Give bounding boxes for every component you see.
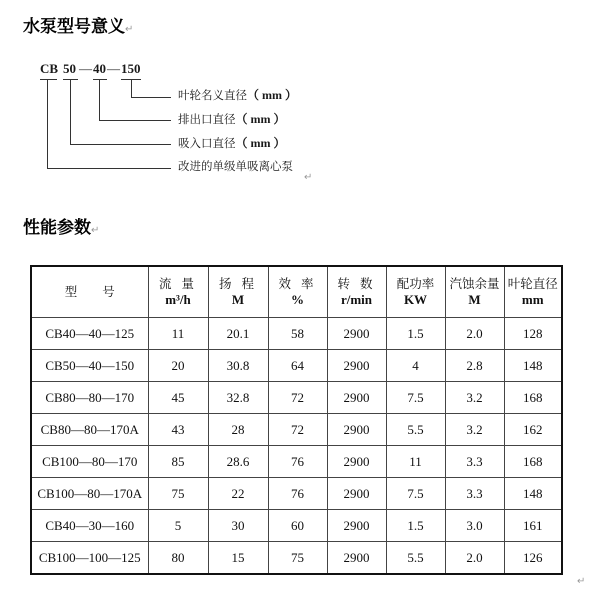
label-text: 吸入口直径 — [178, 136, 236, 150]
label-text: 排出口直径 — [178, 112, 236, 126]
table-row — [31, 478, 562, 510]
label-text: 改进的单级单吸离心泵 — [178, 159, 293, 173]
cell-efficiency: 75 — [268, 542, 327, 575]
cell-model: CB80—80—170 — [31, 382, 148, 414]
cell-flow: 85 — [148, 446, 208, 478]
table-row — [31, 382, 562, 414]
title-text: 水泵型号意义 — [23, 17, 125, 37]
cell-impeller-diameter: 148 — [504, 350, 562, 382]
section-title-model-meaning — [23, 12, 133, 37]
header-power — [386, 266, 445, 318]
header-unit: mm — [521, 292, 544, 307]
paragraph-mark-icon: ↵ — [304, 172, 313, 183]
cell-npsh: 3.2 — [445, 382, 504, 414]
cell-efficiency: 60 — [268, 510, 327, 542]
cell-efficiency: 76 — [268, 446, 327, 478]
cell-head: 32.8 — [208, 382, 268, 414]
connector-line — [70, 144, 171, 145]
table-row — [31, 446, 562, 478]
cell-impeller-diameter: 126 — [504, 542, 562, 575]
cell-model: CB100—80—170A — [31, 478, 148, 510]
performance-table — [30, 265, 563, 575]
cell-impeller-diameter: 162 — [504, 414, 562, 446]
code-part-inlet: 50 — [63, 61, 76, 76]
header-unit: m³/h — [165, 292, 191, 307]
cell-speed: 2900 — [327, 542, 386, 575]
header-impeller-diameter — [504, 266, 562, 318]
connector-line — [99, 120, 171, 121]
header-unit: M — [231, 292, 245, 307]
header-unit: M — [468, 292, 481, 307]
cell-model: CB100—80—170 — [31, 446, 148, 478]
cell-model: CB80—80—170A — [31, 414, 148, 446]
header-label: 流 量 — [159, 276, 197, 291]
cell-model: CB50—40—150 — [31, 350, 148, 382]
cell-npsh: 3.2 — [445, 414, 504, 446]
label-impeller-diameter — [178, 86, 297, 103]
cell-npsh: 3.0 — [445, 510, 504, 542]
cell-speed: 2900 — [327, 350, 386, 382]
code-separator: — — [79, 61, 92, 76]
cell-power: 5.5 — [386, 414, 445, 446]
cell-speed: 2900 — [327, 318, 386, 350]
cell-head: 28 — [208, 414, 268, 446]
header-label: 转 数 — [337, 276, 376, 291]
cell-speed: 2900 — [327, 510, 386, 542]
cell-impeller-diameter: 168 — [504, 446, 562, 478]
underline — [93, 79, 107, 80]
cell-flow: 20 — [148, 350, 208, 382]
code-separator: — — [107, 61, 120, 76]
cell-flow: 11 — [148, 318, 208, 350]
paragraph-mark-icon: ↵ — [91, 225, 100, 236]
header-efficiency — [268, 266, 327, 318]
section-title-performance — [23, 213, 99, 238]
connector-line — [47, 168, 171, 169]
cell-speed: 2900 — [327, 478, 386, 510]
cell-efficiency: 72 — [268, 414, 327, 446]
connector-line — [70, 80, 71, 145]
cell-head: 28.6 — [208, 446, 268, 478]
cell-flow: 5 — [148, 510, 208, 542]
cell-power: 1.5 — [386, 318, 445, 350]
cell-head: 15 — [208, 542, 268, 575]
cell-npsh: 3.3 — [445, 478, 504, 510]
code-part-impeller: 150 — [121, 61, 141, 76]
cell-npsh: 2.8 — [445, 350, 504, 382]
cell-efficiency: 58 — [268, 318, 327, 350]
cell-power: 7.5 — [386, 382, 445, 414]
cell-speed: 2900 — [327, 446, 386, 478]
header-unit: KW — [403, 292, 428, 307]
cell-npsh: 3.3 — [445, 446, 504, 478]
cell-flow: 43 — [148, 414, 208, 446]
underline — [40, 79, 57, 80]
cell-efficiency: 76 — [268, 478, 327, 510]
cell-power: 11 — [386, 446, 445, 478]
cell-npsh: 2.0 — [445, 542, 504, 575]
table-row — [31, 542, 562, 575]
table-row — [31, 318, 562, 350]
cell-power: 7.5 — [386, 478, 445, 510]
table-row — [31, 350, 562, 382]
cell-model: CB40—40—125 — [31, 318, 148, 350]
code-part-outlet: 40 — [93, 61, 106, 76]
cell-model: CB40—30—160 — [31, 510, 148, 542]
cell-model: CB100—100—125 — [31, 542, 148, 575]
cell-flow: 45 — [148, 382, 208, 414]
header-label: 型 号 — [64, 284, 115, 299]
cell-impeller-diameter: 148 — [504, 478, 562, 510]
title-text: 性能参数 — [23, 218, 91, 238]
header-label: 汽蚀余量 — [449, 276, 500, 291]
header-label: 效 率 — [278, 276, 317, 291]
header-label: 扬 程 — [219, 276, 257, 291]
header-npsh — [445, 266, 504, 318]
table-header-row — [31, 266, 562, 318]
header-model — [31, 266, 148, 318]
table-row — [31, 414, 562, 446]
cell-impeller-diameter: 161 — [504, 510, 562, 542]
paragraph-mark-icon: ↵ — [125, 24, 134, 35]
cell-power: 1.5 — [386, 510, 445, 542]
cell-efficiency: 72 — [268, 382, 327, 414]
label-pump-type — [178, 158, 293, 174]
cell-head: 20.1 — [208, 318, 268, 350]
cell-impeller-diameter: 128 — [504, 318, 562, 350]
cell-speed: 2900 — [327, 382, 386, 414]
cell-flow: 75 — [148, 478, 208, 510]
header-label: 配功率 — [396, 276, 435, 291]
header-unit: % — [291, 292, 304, 307]
header-head — [208, 266, 268, 318]
cell-flow: 80 — [148, 542, 208, 575]
header-label: 叶轮直径 — [507, 276, 558, 291]
paragraph-mark-icon: ↵ — [577, 576, 586, 587]
cell-impeller-diameter: 168 — [504, 382, 562, 414]
connector-line — [131, 97, 171, 98]
cell-npsh: 2.0 — [445, 318, 504, 350]
cell-power: 4 — [386, 350, 445, 382]
connector-line — [47, 80, 48, 169]
label-text: 叶轮名义直径 — [178, 88, 247, 102]
connector-line — [99, 80, 100, 121]
cell-speed: 2900 — [327, 414, 386, 446]
table-row — [31, 510, 562, 542]
header-speed — [327, 266, 386, 318]
cell-head: 30.8 — [208, 350, 268, 382]
cell-efficiency: 64 — [268, 350, 327, 382]
label-unit: （ mm ） — [235, 136, 286, 150]
label-outlet-diameter — [178, 110, 286, 127]
label-unit: （ mm ） — [247, 88, 297, 102]
connector-line — [131, 80, 132, 98]
cell-head: 30 — [208, 510, 268, 542]
label-unit: （ mm ） — [235, 112, 286, 126]
header-unit: r/min — [340, 292, 373, 307]
code-part-series: CB — [40, 61, 59, 76]
label-inlet-diameter — [178, 134, 286, 151]
header-flow — [148, 266, 208, 318]
cell-head: 22 — [208, 478, 268, 510]
cell-power: 5.5 — [386, 542, 445, 575]
